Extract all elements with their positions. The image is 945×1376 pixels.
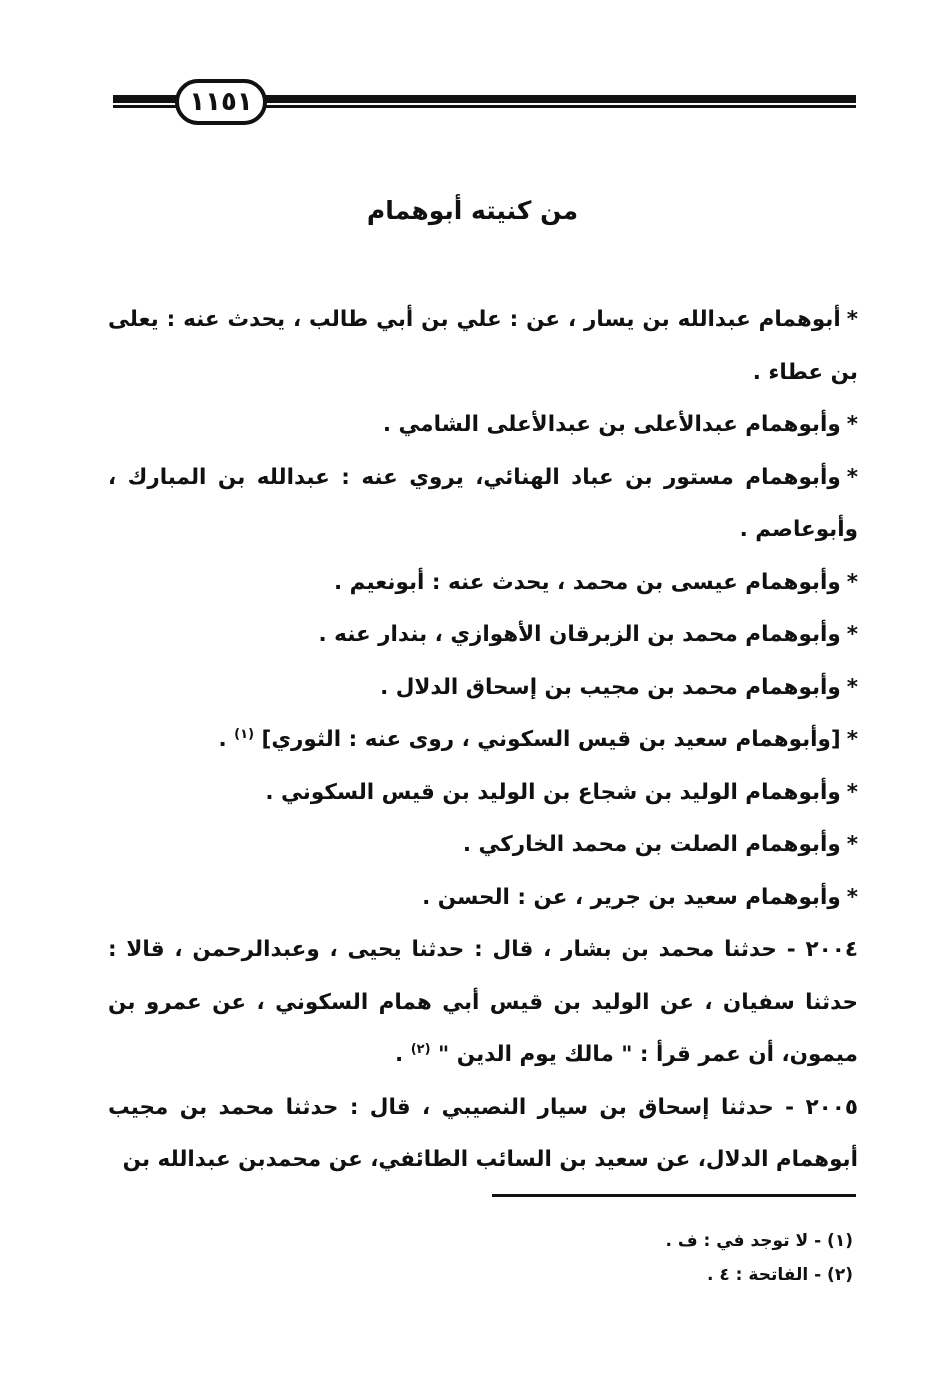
- page-number: ١١٥١: [175, 79, 267, 125]
- footnote-1: (١) - لا توجد في : ف .: [665, 1231, 853, 1251]
- footnote-divider: [492, 1194, 856, 1197]
- paragraph-hadith-2005: ٢٠٠٥ - حدثنا إسحاق بن سيار النصيبي ، قال : حدثنا محمد بن مجيب أبوهمام الدلال، عن سعيد بن السائب الطائفي، عن محمدبن عبدالله بن: [108, 1094, 858, 1172]
- paragraph-4: *وأبوهمام محمد بن الزبرقان الأهوازي ، بندار عنه .: [318, 622, 858, 647]
- bullet-icon: *: [846, 412, 858, 437]
- bullet-icon: *: [846, 464, 858, 490]
- main-text: [108, 294, 858, 1187]
- paragraph-hadith-2004: ٢٠٠٤ - حدثنا محمد بن بشار ، قال : حدثنا يحيى ، وعبدالرحمن ، قالا : حدثنا سفيان ، عن الوليد بن قيس أبي همام السكوني ، عن عمرو بن ميمون، أن عمر قرأ : " مالك يوم الدين " $^{(٢)}$ .: [108, 937, 858, 1067]
- bullet-icon: *: [846, 674, 858, 700]
- paragraph-1: *وأبوهمام عبدالأعلى بن عبدالأعلى الشامي .: [382, 412, 858, 437]
- footnote-ref-2: (٢): [410, 1041, 431, 1057]
- paragraph-5: *وأبوهمام محمد بن مجيب بن إسحاق الدلال .: [380, 674, 858, 700]
- bullet-icon: *: [846, 832, 858, 857]
- section-title: من كنيته أبوهمام: [366, 196, 579, 225]
- footnote-ref-1: (١): [234, 726, 255, 742]
- paragraph-8: *وأبوهمام الصلت بن محمد الخاركي .: [462, 832, 858, 857]
- paragraph-2: *وأبوهمام مستور بن عباد الهنائي، يروي عنه : عبدالله بن المبارك ، وأبوعاصم .: [108, 464, 858, 542]
- footnotes: [253, 1224, 853, 1292]
- bullet-icon: *: [846, 569, 858, 595]
- paragraph-7: *وأبوهمام الوليد بن شجاع بن الوليد بن قيس السكوني .: [265, 779, 858, 805]
- bullet-icon: *: [846, 622, 858, 647]
- paragraph-0: *أبوهمام عبدالله بن يسار ، عن : علي بن أبي طالب ، يحدث عنه : يعلى بن عطاء .: [108, 307, 858, 385]
- bullet-icon: *: [846, 884, 858, 910]
- bullet-icon: *: [846, 307, 858, 332]
- bullet-icon: *: [846, 727, 858, 752]
- paragraph-9: *وأبوهمام سعيد بن جرير ، عن : الحسن .: [422, 884, 858, 910]
- paragraph-6: *[وأبوهمام سعيد بن قيس السكوني ، روى عنه : الثوري] $^{(١)}$ .: [218, 726, 858, 752]
- footnote-2: (٢) - الفاتحة : ٤ .: [706, 1265, 853, 1285]
- paragraph-3: *وأبوهمام عيسى بن محمد ، يحدث عنه : أبونعيم .: [333, 569, 858, 595]
- bullet-icon: *: [846, 779, 858, 805]
